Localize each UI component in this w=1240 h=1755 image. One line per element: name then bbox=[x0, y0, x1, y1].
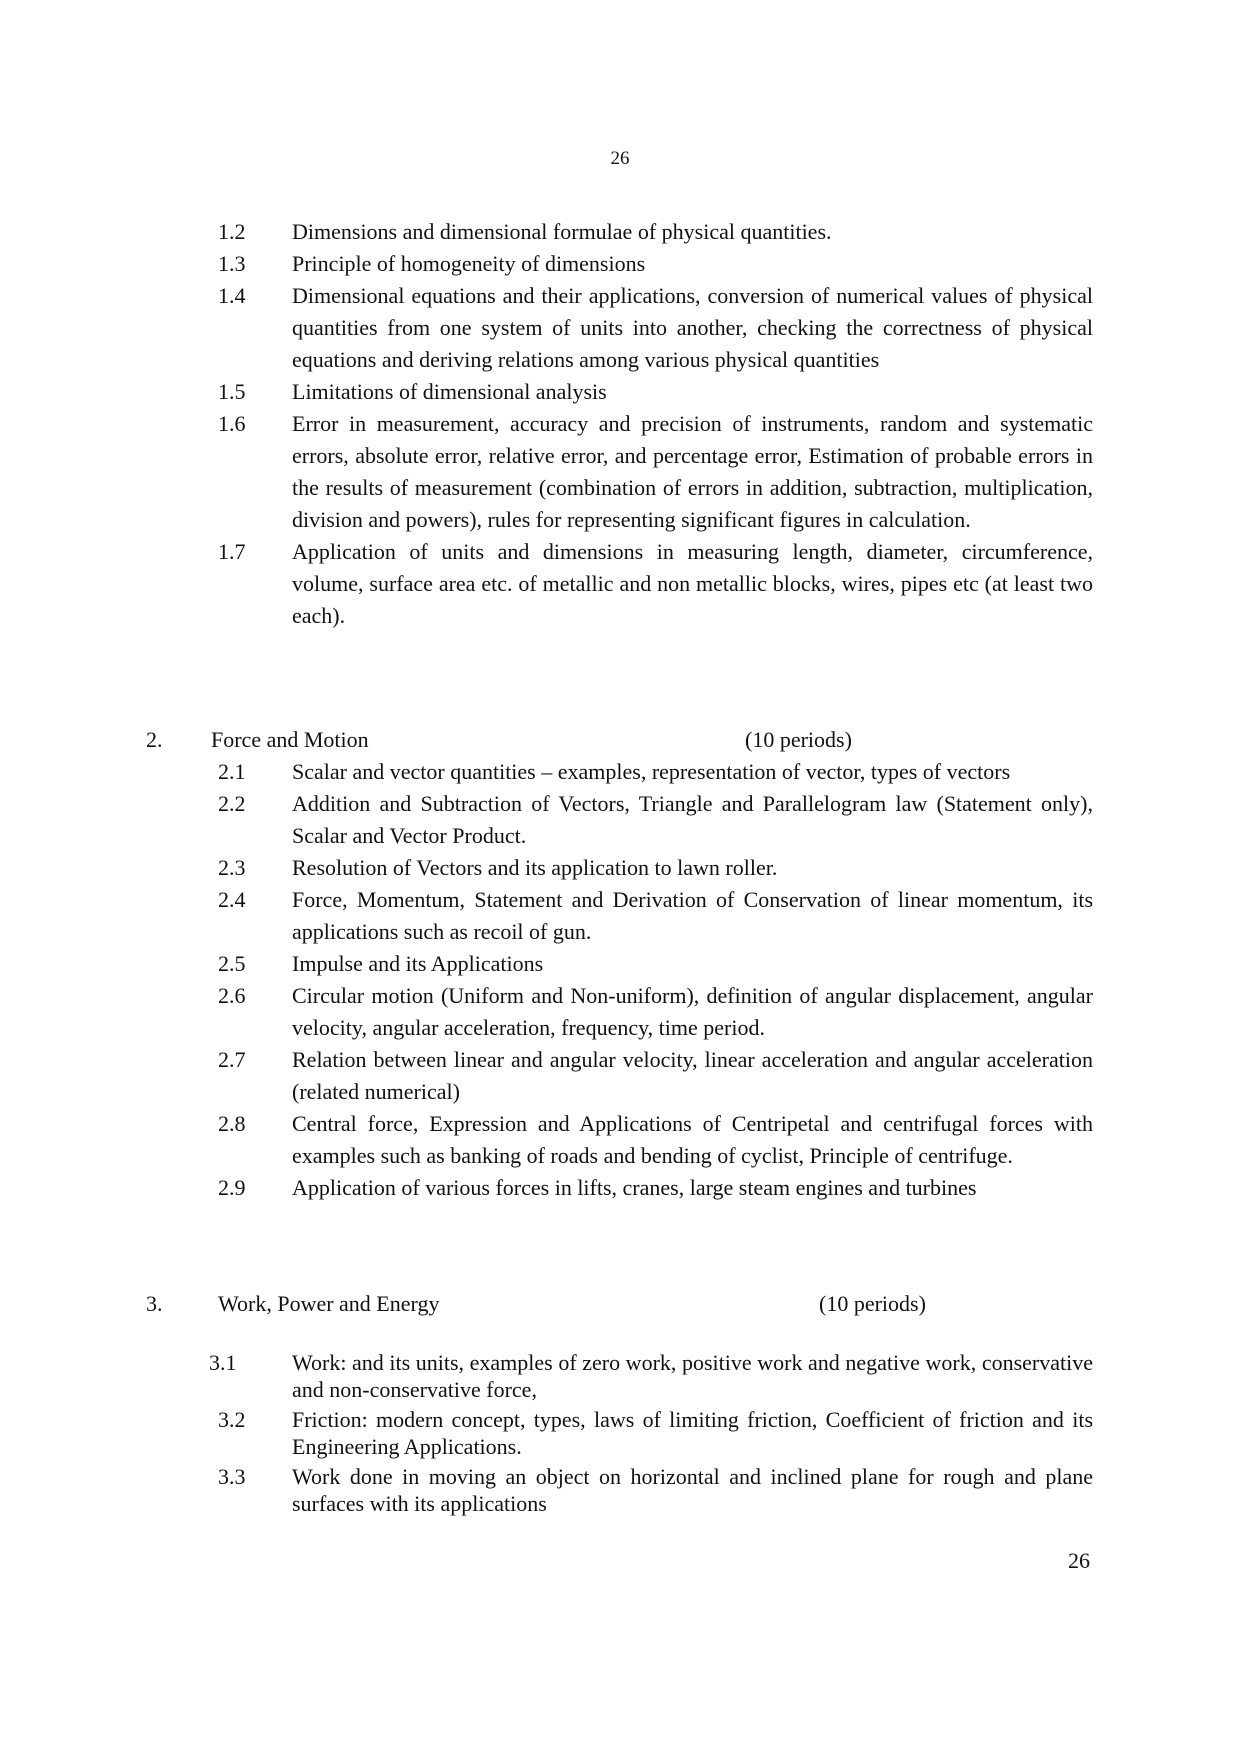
item-number: 1.6 bbox=[218, 411, 246, 436]
section-3-heading bbox=[0, 1288, 1240, 1320]
section-2-heading bbox=[0, 724, 1240, 756]
item-text: Friction: modern concept, types, laws of limiting friction, Coefficient of friction and its Engineering Applications. bbox=[292, 1407, 1093, 1459]
list-item bbox=[0, 1463, 1093, 1517]
item-text: Application of various forces in lifts, cranes, large steam engines and turbines bbox=[292, 1175, 977, 1200]
item-text: Principle of homogeneity of dimensions bbox=[292, 251, 646, 276]
section-title: Work, Power and Energy bbox=[218, 1291, 440, 1316]
item-text: Resolution of Vectors and its application to lawn roller. bbox=[292, 855, 778, 880]
item-text: Addition and Subtraction of Vectors, Triangle and Parallelogram law (Statement only), Scalar and Vector Product. bbox=[292, 791, 1093, 848]
item-number: 2.7 bbox=[218, 1047, 246, 1072]
list-item bbox=[0, 216, 1093, 248]
item-text: Dimensions and dimensional formulae of physical quantities. bbox=[292, 219, 832, 244]
item-number: 3.2 bbox=[218, 1407, 246, 1432]
item-text: Impulse and its Applications bbox=[292, 951, 544, 976]
section-1-list bbox=[0, 216, 1093, 632]
list-item bbox=[0, 852, 1093, 884]
item-number: 2.1 bbox=[218, 759, 246, 784]
item-number: 2.2 bbox=[218, 791, 246, 816]
list-item bbox=[0, 884, 1093, 948]
list-item bbox=[0, 408, 1093, 536]
item-text: Work done in moving an object on horizontal and inclined plane for rough and plane surfaces with its applications bbox=[292, 1464, 1093, 1516]
list-item bbox=[0, 1406, 1093, 1460]
page-number-bottom: 26 bbox=[1068, 1548, 1090, 1573]
list-item bbox=[0, 1172, 1093, 1204]
section-number: 3. bbox=[146, 1291, 163, 1316]
item-number: 2.3 bbox=[218, 855, 246, 880]
item-text: Central force, Expression and Applications of Centripetal and centrifugal forces with examples such as banking of roads and bending of cyclist, Principle of centrifuge. bbox=[292, 1111, 1093, 1168]
section-periods: (10 periods) bbox=[745, 727, 852, 752]
list-item bbox=[0, 248, 1093, 280]
list-item bbox=[0, 980, 1093, 1044]
list-item bbox=[0, 948, 1093, 980]
section-periods: (10 periods) bbox=[819, 1291, 926, 1316]
list-item bbox=[0, 1349, 1093, 1403]
item-text: Circular motion (Uniform and Non-uniform), definition of angular displacement, angular velocity, angular acceleration, frequency, time period. bbox=[292, 983, 1093, 1040]
list-item bbox=[0, 1044, 1093, 1108]
item-number: 2.6 bbox=[218, 983, 246, 1008]
item-text: Application of units and dimensions in measuring length, diameter, circumference, volume, surface area etc. of metallic and non metallic blocks, wires, pipes etc (at least two each). bbox=[292, 539, 1093, 628]
item-number: 2.4 bbox=[218, 887, 246, 912]
item-number: 3.3 bbox=[218, 1464, 246, 1489]
list-item bbox=[0, 788, 1093, 852]
item-number: 2.8 bbox=[218, 1111, 246, 1136]
item-number: 1.5 bbox=[218, 379, 246, 404]
page-number-top: 26 bbox=[610, 148, 630, 169]
list-item bbox=[0, 536, 1093, 632]
item-text: Force, Momentum, Statement and Derivation of Conservation of linear momentum, its applications such as recoil of gun. bbox=[292, 887, 1093, 944]
item-number: 2.9 bbox=[218, 1175, 246, 1200]
item-number: 1.7 bbox=[218, 539, 246, 564]
item-number: 1.3 bbox=[218, 251, 246, 276]
section-2-list bbox=[0, 756, 1093, 1204]
list-item bbox=[0, 1108, 1093, 1172]
section-title: Force and Motion bbox=[211, 727, 369, 752]
item-text: Relation between linear and angular velocity, linear acceleration and angular acceleration (related numerical) bbox=[292, 1047, 1093, 1104]
item-number: 1.4 bbox=[218, 283, 246, 308]
item-number: 1.2 bbox=[218, 219, 246, 244]
item-number: 2.5 bbox=[218, 951, 246, 976]
item-text: Dimensional equations and their applications, conversion of numerical values of physical quantities from one system of units into another, checking the correctness of physical equations and deriving relations among various physical quantities bbox=[292, 283, 1093, 372]
item-number: 3.1 bbox=[209, 1350, 237, 1375]
item-text: Limitations of dimensional analysis bbox=[292, 379, 607, 404]
section-number: 2. bbox=[146, 727, 163, 752]
list-item bbox=[0, 756, 1093, 788]
list-item bbox=[0, 280, 1093, 376]
list-item bbox=[0, 376, 1093, 408]
item-text: Scalar and vector quantities – examples, representation of vector, types of vectors bbox=[292, 759, 1011, 784]
item-text: Work: and its units, examples of zero work, positive work and negative work, conservative and non-conservative force, bbox=[292, 1350, 1093, 1402]
item-text: Error in measurement, accuracy and precision of instruments, random and systematic errors, absolute error, relative error, and percentage error, Estimation of probable errors in the results of measurement (combination of errors in addition, subtraction, multiplication, division and powers), rules for representing significant figures in calculation. bbox=[292, 411, 1093, 532]
section-3-list bbox=[0, 1349, 1093, 1520]
